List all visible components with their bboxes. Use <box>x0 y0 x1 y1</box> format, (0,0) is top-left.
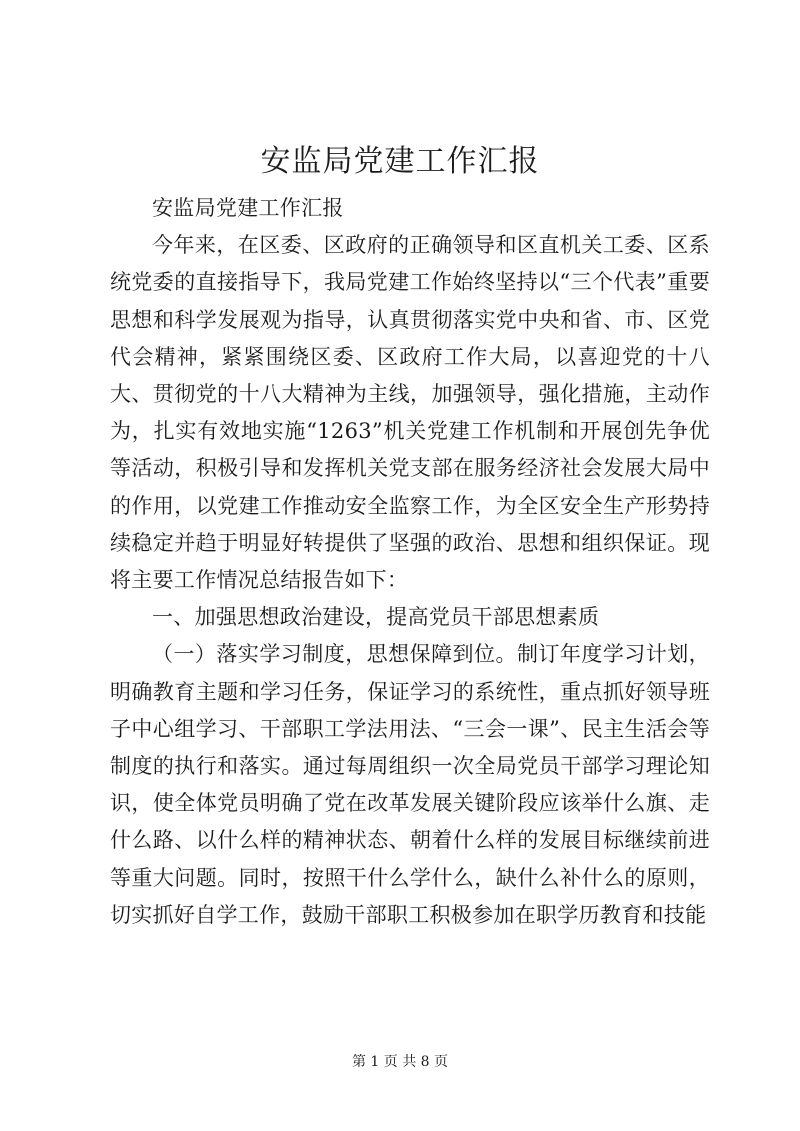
document-body <box>110 190 710 934</box>
section-heading-1: 一、加强思想政治建设，提高党员干部思想素质 <box>152 605 600 630</box>
paragraph-section-1-1: （一）落实学习制度，思想保障到位。制订年度学习计划，明确教育主题和学习任务，保证学习的系统性，重点抓好领导班子中心组学习、干部职工学法用法、“三会一课”、民主生活会等制度的执行和落实。通过每周组织一次全局党员干部学习理论知识，使全体党员明确了党在改革发展关键阶段应该举什么旗、走什么路、以什么样的精神状态、朝着什么样的发展目标继续前进等重大问题。同时，按照干什么学什么，缺什么补什么的原则，切实抓好自学工作，鼓励干部职工积极参加在职学历教育和技能 <box>110 642 710 927</box>
page-number-footer: 第 1 页 共 8 页 <box>351 1054 449 1070</box>
paragraph-intro: 今年来，在区委、区政府的正确领导和区直机关工委、区系统党委的直接指导下，我局党建工作始终坚持以“三个代表”重要思想和科学发展观为指导，认真贯彻落实党中央和省、市、区党代会精神，紧紧围绕区委、区政府工作大局，以喜迎党的十八大、贯彻党的十八大精神为主线，加强领导，强化措施，主动作为，扎实有效地实施“1263”机关党建工作机制和开展创先争优等活动，积极引导和发挥机关党支部在服务经济社会发展大局中的作用，以党建工作推动安全监察工作，为全区安全生产形势持续稳定并趋于明显好转提供了坚强的政治、思想和组织保证。现将主要工作情况总结报告如下： <box>110 233 710 593</box>
document-title: 安监局党建工作汇报 <box>260 144 540 179</box>
paragraph-subtitle: 安监局党建工作汇报 <box>152 196 344 220</box>
